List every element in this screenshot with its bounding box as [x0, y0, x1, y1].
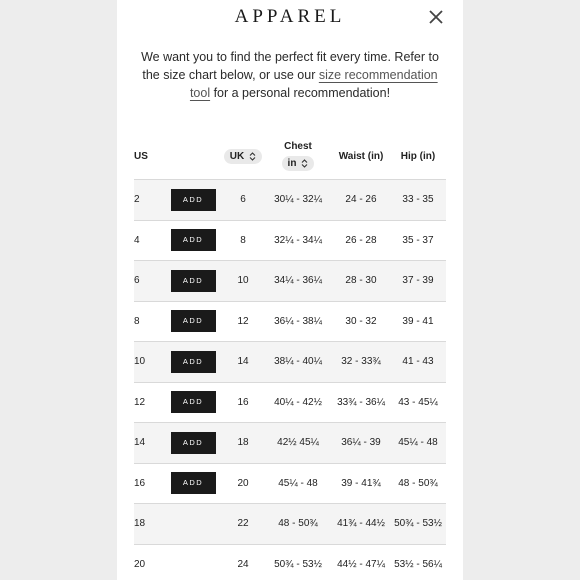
close-icon[interactable] [427, 8, 445, 26]
waist-cell: 24 - 26 [332, 180, 390, 221]
size-recommendation-link[interactable]: size recommendation tool [189, 68, 438, 100]
add-cell [164, 504, 222, 545]
us-size-cell: 2 [134, 180, 164, 221]
uk-size-label: UK [229, 150, 245, 162]
waist-cell: 44½ - 47¼ [332, 544, 390, 580]
waist-cell: 33¾ - 36¼ [332, 382, 390, 423]
table-row [134, 220, 446, 261]
add-cell [164, 180, 222, 221]
header-us: US [134, 150, 148, 162]
size-chart-panel [117, 0, 463, 580]
hip-cell: 37 - 39 [390, 261, 446, 302]
uk-size-select[interactable] [224, 149, 262, 164]
chest-cell: 48 - 50¾ [264, 504, 332, 545]
hip-cell: 45¼ - 48 [390, 423, 446, 464]
hip-cell: 50¾ - 53½ [390, 504, 446, 545]
uk-size-cell: 24 [222, 544, 264, 580]
hip-cell: 35 - 37 [390, 220, 446, 261]
us-size-cell: 14 [134, 423, 164, 464]
table-row [134, 261, 446, 302]
add-button[interactable]: ADD [171, 351, 216, 373]
add-cell [164, 301, 222, 342]
intro-before-link: We want you to find the perfect fit every time. Refer to the size chart below, or use our [141, 50, 439, 82]
us-size-cell: 10 [134, 342, 164, 383]
chest-cell: 50¾ - 53½ [264, 544, 332, 580]
chest-cell: 40¼ - 42½ [264, 382, 332, 423]
waist-cell: 32 - 33¾ [332, 342, 390, 383]
table-row [134, 423, 446, 464]
uk-size-cell: 14 [222, 342, 264, 383]
header-add-spacer [164, 133, 222, 180]
us-size-cell: 8 [134, 301, 164, 342]
add-button[interactable]: ADD [171, 432, 216, 454]
header-hip: Hip (in) [400, 150, 436, 162]
add-cell [164, 544, 222, 580]
uk-size-cell: 12 [222, 301, 264, 342]
uk-size-cell: 6 [222, 180, 264, 221]
waist-cell: 39 - 41¾ [332, 463, 390, 504]
add-cell [164, 423, 222, 464]
hip-cell: 53½ - 56¼ [390, 544, 446, 580]
add-cell [164, 342, 222, 383]
waist-cell: 30 - 32 [332, 301, 390, 342]
chest-cell: 30¼ - 32¼ [264, 180, 332, 221]
table-row [134, 342, 446, 383]
add-cell [164, 220, 222, 261]
add-button[interactable]: ADD [171, 270, 216, 292]
uk-size-cell: 16 [222, 382, 264, 423]
table-row [134, 382, 446, 423]
chest-cell: 32¼ - 34¼ [264, 220, 332, 261]
header-uk [222, 133, 264, 180]
waist-cell: 36¼ - 39 [332, 423, 390, 464]
unit-select[interactable] [282, 156, 315, 171]
hip-cell: 39 - 41 [390, 301, 446, 342]
uk-size-cell: 22 [222, 504, 264, 545]
table-row [134, 504, 446, 545]
us-size-cell: 20 [134, 544, 164, 580]
uk-size-cell: 20 [222, 463, 264, 504]
chest-cell: 38¼ - 40¼ [264, 342, 332, 383]
header-chest [264, 133, 332, 180]
chest-cell: 34¼ - 36¼ [264, 261, 332, 302]
us-size-cell: 6 [134, 261, 164, 302]
chest-cell: 45¼ - 48 [264, 463, 332, 504]
waist-cell: 26 - 28 [332, 220, 390, 261]
us-size-cell: 4 [134, 220, 164, 261]
size-table-body [134, 180, 446, 580]
add-button[interactable]: ADD [171, 310, 216, 332]
add-button[interactable]: ADD [171, 472, 216, 494]
add-cell [164, 261, 222, 302]
table-row [134, 180, 446, 221]
intro-text [131, 48, 449, 102]
size-table [134, 133, 446, 580]
header-chest-label: Chest [284, 141, 312, 152]
chevron-updown-icon [249, 152, 256, 161]
waist-cell: 28 - 30 [332, 261, 390, 302]
hip-cell: 48 - 50¾ [390, 463, 446, 504]
table-header-row [134, 133, 446, 180]
chevron-updown-icon [301, 159, 308, 168]
chest-cell: 36¼ - 38¼ [264, 301, 332, 342]
header-waist: Waist (in) [338, 150, 384, 162]
hip-cell: 43 - 45¼ [390, 382, 446, 423]
us-size-cell: 12 [134, 382, 164, 423]
uk-size-cell: 10 [222, 261, 264, 302]
chest-cell: 42½ 45¼ [264, 423, 332, 464]
add-button[interactable]: ADD [171, 189, 216, 211]
add-button[interactable]: ADD [171, 391, 216, 413]
brand-title: APPAREL [234, 6, 346, 27]
add-cell [164, 463, 222, 504]
unit-label: in [287, 158, 297, 169]
waist-cell: 41¾ - 44½ [332, 504, 390, 545]
uk-size-cell: 8 [222, 220, 264, 261]
table-row [134, 301, 446, 342]
uk-size-cell: 18 [222, 423, 264, 464]
add-cell [164, 382, 222, 423]
intro-after-link: for a personal recommendation! [210, 86, 391, 100]
add-button[interactable]: ADD [171, 229, 216, 251]
table-row [134, 463, 446, 504]
hip-cell: 41 - 43 [390, 342, 446, 383]
hip-cell: 33 - 35 [390, 180, 446, 221]
us-size-cell: 16 [134, 463, 164, 504]
table-row [134, 544, 446, 580]
us-size-cell: 18 [134, 504, 164, 545]
